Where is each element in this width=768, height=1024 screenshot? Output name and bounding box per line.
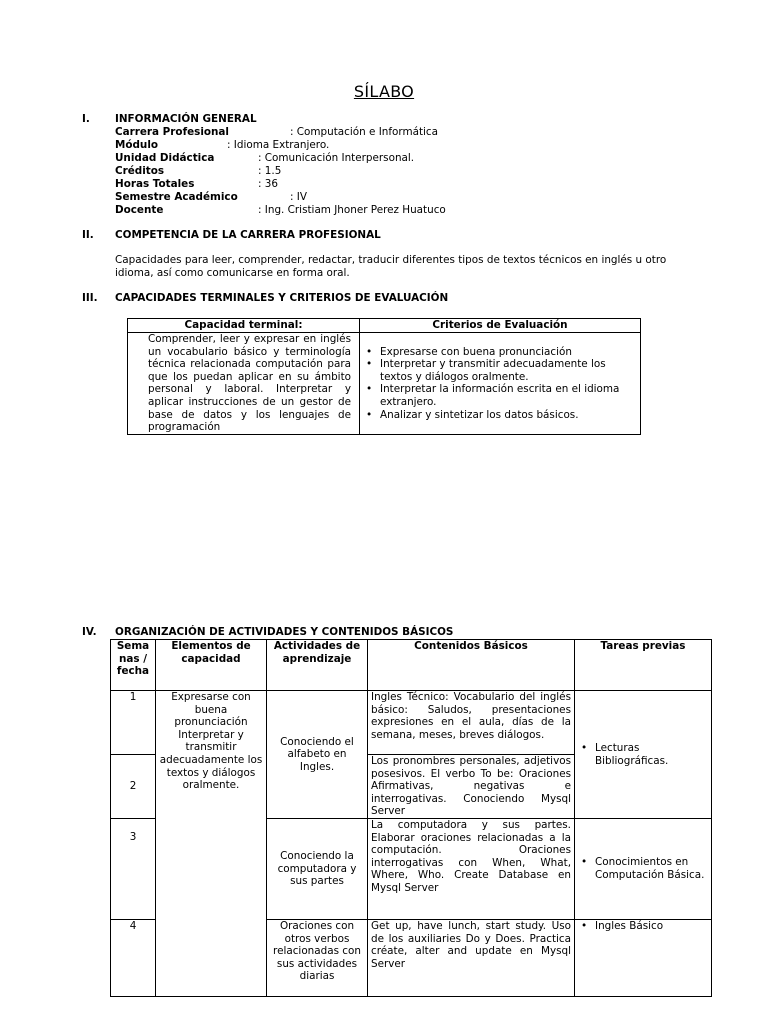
list-item: • Analizar y sintetizar los datos básicos. xyxy=(363,409,637,422)
section-1-title: INFORMACIÓN GENERAL xyxy=(115,113,257,125)
list-item: • Lecturas Bibliográficas. xyxy=(578,742,708,767)
tarea-cell xyxy=(575,920,712,997)
info-value: : 1.5 xyxy=(258,165,282,177)
capacidad-terminal-text: Comprender, leer y expresar en inglés un vocabulario básico y terminología técnica relacionada computación para que los puedan aplicar en su ámbito personal y laboral. Interpretar y aplicar instrucciones de un gestor de base de datos y los lenguajes de programación xyxy=(128,333,360,435)
actividad-cell: Conociendo la computadora y sus partes xyxy=(267,819,368,920)
info-label: Créditos xyxy=(115,165,165,177)
section-2-title: COMPETENCIA DE LA CARRERA PROFESIONAL xyxy=(115,229,381,241)
contenido-cell: Get up, have lunch, start study. Uso de los auxiliaries Do y Does. Practica créate, alter and update en Mysql Server xyxy=(368,920,575,997)
page-title: SÍLABO xyxy=(353,82,415,101)
info-row-modulo xyxy=(115,139,330,152)
table-row xyxy=(111,691,712,755)
list-item: • Conocimientos en Computación Básica. xyxy=(578,856,708,881)
info-row-horas xyxy=(115,178,279,191)
info-row-creditos xyxy=(115,165,282,178)
info-value: : 36 xyxy=(258,178,279,190)
table-header: Elementos de capacidad xyxy=(156,640,267,691)
elemento-capacidad-cell: Expresarse con buena pronunciación Interpretar y transmitir adecuadamente los textos y diálogos oralmente. xyxy=(156,691,267,997)
list-item: • Interpretar la información escrita en el idioma extranjero. xyxy=(363,383,637,408)
table-header: Actividades de aprendizaje xyxy=(267,640,368,691)
tareas-list xyxy=(578,856,708,881)
section-1-number: I. xyxy=(82,113,90,125)
table-header: Criterios de Evaluación xyxy=(360,319,641,333)
tarea-cell xyxy=(575,819,712,920)
actividad-cell: Conociendo el alfabeto en Ingles. xyxy=(267,691,368,819)
info-row-carrera xyxy=(115,126,438,139)
contenido-cell: La computadora y sus partes. Elaborar oraciones relacionadas a la computación. Oraciones interrogativas con When, What, Where, Who. Create Database en Mysql Server xyxy=(368,819,575,920)
info-row-unidad xyxy=(115,152,415,165)
section-4-number: IV. xyxy=(82,626,97,638)
info-value: : Comunicación Interpersonal. xyxy=(258,152,415,164)
info-value: : IV xyxy=(290,191,307,203)
week-cell: 2 xyxy=(111,755,156,819)
table-header: Capacidad terminal: xyxy=(128,319,360,333)
section-3-title: CAPACIDADES TERMINALES Y CRITERIOS DE EVALUACIÓN xyxy=(115,292,449,304)
section-4-title: ORGANIZACIÓN DE ACTIVIDADES Y CONTENIDOS BÁSICOS xyxy=(115,626,454,638)
contenido-cell: Ingles Técnico: Vocabulario del inglés básico: Saludos, presentaciones expresiones en el aula, días de la semana, meses, breves diálogos. xyxy=(368,691,575,755)
week-cell: 4 xyxy=(111,920,156,997)
list-item: • Interpretar y transmitir adecuadamente los textos y diálogos oralmente. xyxy=(363,358,637,383)
table-row xyxy=(128,333,641,435)
info-value: : Idioma Extranjero. xyxy=(227,139,330,151)
competencia-text: Capacidades para leer, comprender, redactar, traducir diferentes tipos de textos técnicos en inglés u otro idioma, así como comunicarse en forma oral. xyxy=(115,254,667,279)
table-header: Tareas previas xyxy=(575,640,712,691)
section-2-number: II. xyxy=(82,229,94,241)
list-item: • Expresarse con buena pronunciación xyxy=(363,346,637,359)
table-header: Sema nas / fecha xyxy=(111,640,156,691)
tarea-cell xyxy=(575,691,712,819)
info-label: Unidad Didáctica xyxy=(115,152,215,164)
info-label: Módulo xyxy=(115,139,159,151)
section-3-number: III. xyxy=(82,292,98,304)
table-header: Contenidos Básicos xyxy=(368,640,575,691)
criterios-cell xyxy=(360,333,641,435)
actividad-cell: Oraciones con otros verbos relacionadas con sus actividades diarias xyxy=(267,920,368,997)
info-label: Docente xyxy=(115,204,164,216)
info-value: : Computación e Informática xyxy=(290,126,438,138)
tareas-list xyxy=(578,920,708,933)
criterios-list xyxy=(363,346,637,422)
week-cell: 1 xyxy=(111,691,156,755)
info-label: Semestre Académico xyxy=(115,191,238,203)
info-label: Horas Totales xyxy=(115,178,195,190)
info-label: Carrera Profesional xyxy=(115,126,229,138)
info-value: : Ing. Cristiam Jhoner Perez Huatuco xyxy=(258,204,446,216)
info-row-semestre xyxy=(115,191,307,204)
week-cell: 3 xyxy=(111,819,156,920)
tareas-list xyxy=(578,742,708,767)
organizacion-table xyxy=(110,639,712,997)
table-header-row xyxy=(128,319,641,333)
capacidades-table xyxy=(127,318,641,435)
contenido-cell: Los pronombres personales, adjetivos posesivos. El verbo To be: Oraciones Afirmativas, negativas e interrogativas. Conociendo Mysql Server xyxy=(368,755,575,819)
list-item: • Ingles Básico xyxy=(578,920,708,933)
table-header-row xyxy=(111,640,712,691)
info-row-docente xyxy=(115,204,446,217)
